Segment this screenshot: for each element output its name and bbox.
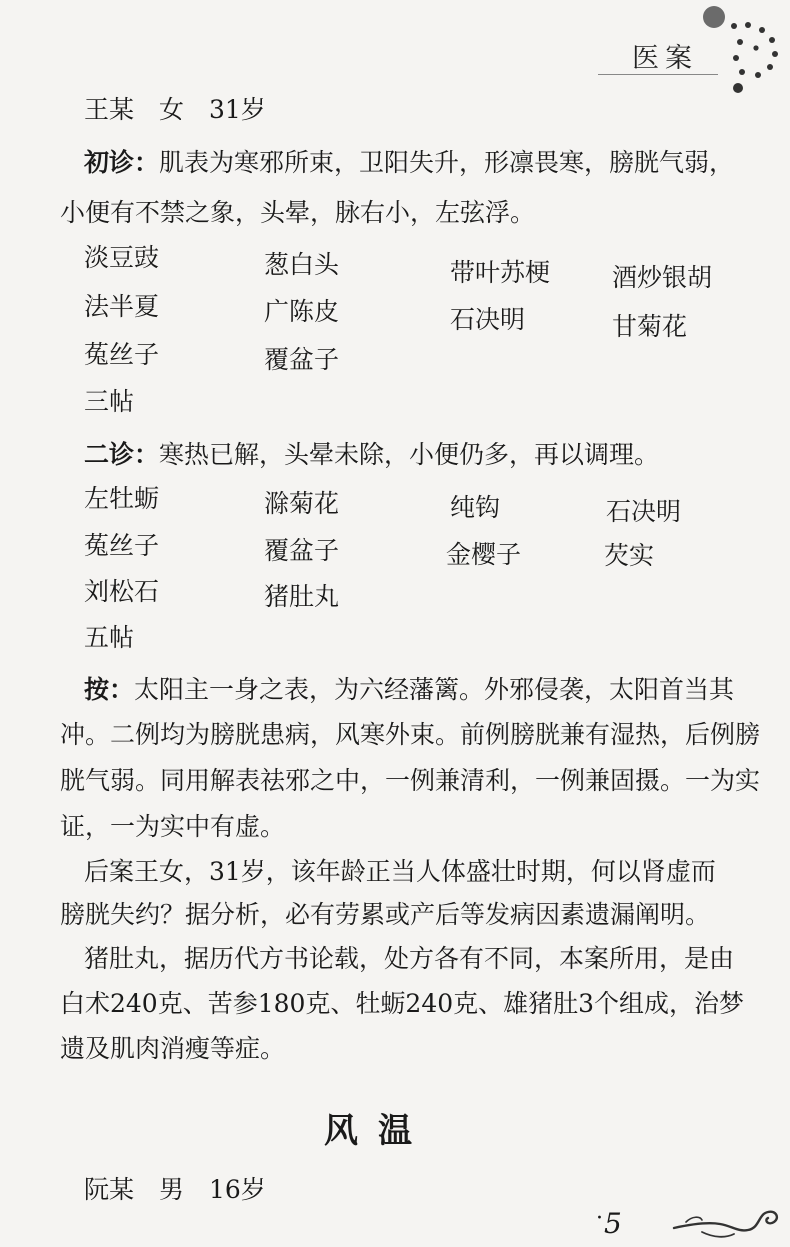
- first-visit-line-1: [84, 148, 734, 178]
- herb-item: 菟丝子: [84, 531, 160, 560]
- patient-info: 王某 女 31岁: [84, 95, 266, 124]
- second-visit-text: 寒热已解，头晕未除，小便仍多，再以调理。: [159, 440, 660, 469]
- herb-item: 石决明: [450, 305, 526, 334]
- header-ornament-icon: [696, 4, 786, 96]
- commentary-line: 白术240克、苦参180克、牡蛎240克、雄猪肚3个组成，治梦: [60, 989, 745, 1018]
- herb-item: 石决明: [606, 497, 682, 526]
- page-number-dot: ·: [596, 1206, 603, 1231]
- second-visit-line: [84, 440, 659, 470]
- herb-item: 淡豆豉: [84, 243, 160, 272]
- first-visit-text: 肌表为寒邪所束，卫阳失升，形凛畏寒，膀胱气弱，: [159, 148, 735, 177]
- herb-item: 芡实: [604, 541, 655, 570]
- commentary-line: 后案王女，31岁，该年龄正当人体盛壮时期，何以肾虚而: [84, 857, 716, 886]
- commentary-label: 按：: [84, 675, 135, 704]
- herb-item: 刘松石: [84, 577, 160, 606]
- commentary-text: 太阳主一身之表，为六经藩篱。外邪侵袭，太阳首当其: [134, 675, 735, 704]
- herb-item: 左牡蛎: [84, 484, 160, 513]
- section-heading: 风温: [324, 1111, 432, 1151]
- dose-note: 三帖: [84, 387, 135, 416]
- page-number: 5: [604, 1207, 622, 1240]
- herb-item: 纯钩: [450, 493, 501, 522]
- running-header: 医案: [632, 43, 698, 74]
- commentary-line: 证，一为实中有虚。: [60, 812, 286, 841]
- first-visit-label: 初诊：: [84, 148, 160, 177]
- commentary-line: 遗及肌肉消瘦等症。: [60, 1034, 286, 1063]
- commentary-line: 猪肚丸，据历代方书论载，处方各有不同，本案所用，是由: [84, 944, 735, 973]
- commentary-line: [84, 675, 734, 705]
- herb-item: 甘菊花: [612, 312, 688, 341]
- herb-item: 金樱子: [446, 540, 522, 569]
- second-visit-label: 二诊：: [84, 440, 160, 469]
- commentary-line: 膀胱失约？据分析，必有劳累或产后等发病因素遗漏阐明。: [60, 900, 711, 929]
- dose-note: 五帖: [84, 623, 135, 652]
- herb-item: 广陈皮: [264, 297, 340, 326]
- footer-ornament-icon: [672, 1202, 782, 1242]
- commentary-line: 胱气弱。同用解表祛邪之中，一例兼清利，一例兼固摄。一为实: [60, 766, 761, 795]
- herb-item: 带叶苏梗: [450, 258, 551, 287]
- herb-item: 酒炒银胡: [612, 263, 713, 292]
- commentary-line: 冲。二例均为膀胱患病，风寒外束。前例膀胱兼有湿热，后例膀: [60, 720, 761, 749]
- herb-item: 菟丝子: [84, 340, 160, 369]
- patient-info: 阮某 男 16岁: [84, 1175, 266, 1204]
- herb-item: 猪肚丸: [264, 582, 340, 611]
- herb-item: 覆盆子: [264, 345, 340, 374]
- herb-item: 法半夏: [84, 292, 160, 321]
- herb-item: 覆盆子: [264, 536, 340, 565]
- herb-item: 葱白头: [264, 250, 340, 279]
- herb-item: 滁菊花: [264, 489, 340, 518]
- first-visit-line-2: 小便有不禁之象，头晕，脉右小，左弦浮。: [60, 198, 536, 227]
